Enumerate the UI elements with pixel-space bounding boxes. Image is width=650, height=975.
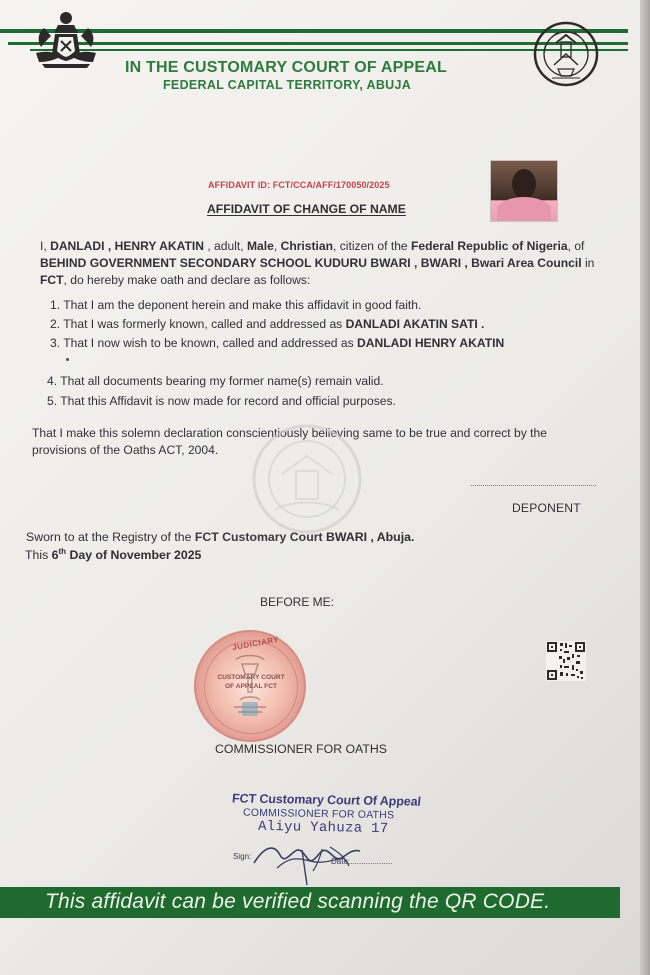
statement-middle-1: , adult, [203, 239, 247, 253]
affidavit-heading: AFFIDAVIT OF CHANGE OF NAME [207, 202, 406, 216]
stamp-date-label: Date:................... [331, 857, 393, 866]
sworn-court: FCT Customary Court [194, 530, 323, 544]
seal-line-2: OF APPEAL FCT [224, 683, 278, 690]
item-text: That I am the deponent herein and make this affidavit in good faith. [63, 298, 422, 312]
affidavit-item-3 [50, 336, 504, 350]
sworn-text-after: BWARI , Abuja. [322, 530, 415, 544]
sworn-line [26, 530, 536, 544]
deponent-country: Federal Republic of Nigeria [411, 239, 568, 253]
court-subtitle: FEDERAL CAPITAL TERRITORY, ABUJA [163, 78, 412, 92]
item-emphasis: DANLADI HENRY AKATIN [357, 336, 505, 350]
stray-dot [66, 358, 69, 361]
deponent-photo [490, 160, 558, 222]
deponent-religion: Christian [280, 239, 334, 253]
affidavit-item-5 [47, 394, 396, 408]
stamp-court-name: FCT Customary Court Of Appeal [231, 791, 422, 809]
coat-of-arms-icon [26, 8, 106, 70]
day-rest: Day of November 2025 [66, 548, 202, 562]
day-number: 6 [51, 548, 59, 562]
deponent-sex: Male [246, 239, 274, 253]
item-text: That all documents bearing my former name(s) remain valid. [60, 374, 384, 388]
item-number: 2. [50, 317, 61, 331]
court-seal-icon [532, 20, 600, 88]
item-emphasis: DANLADI AKATIN SATI . [345, 317, 485, 331]
stamp-commissioner-title: COMMISSIONER FOR OATHS [242, 806, 395, 822]
item-number: 4. [47, 374, 58, 388]
day-prefix: This [25, 548, 52, 562]
court-title: IN THE CUSTOMARY COURT OF APPEAL [125, 59, 447, 76]
affidavit-id: AFFIDAVIT ID: FCT/CCA/AFF/170050/2025 [208, 180, 390, 190]
affidavit-item-2 [50, 317, 484, 331]
deponent-address: BEHIND GOVERNMENT SECONDARY SCHOOL KUDURU BWARI , BWARI , [40, 256, 468, 270]
seal-top-word: JUDICIARY [231, 634, 280, 653]
deponent-label: DEPONENT [512, 501, 581, 515]
statement-middle-2: , [273, 239, 281, 253]
deponent-signature-line [471, 485, 596, 486]
sworn-date [25, 548, 201, 562]
statement-suffix: , do hereby make oath and declare as follows: [63, 273, 311, 287]
sworn-text-before: Sworn to at the Registry of the [26, 530, 195, 544]
page-edge-shadow [640, 0, 650, 975]
seal-line-1: CUSTOMARY COURT [217, 674, 285, 681]
verification-footer [0, 887, 620, 918]
statement-middle-4: , of [567, 239, 585, 253]
stamp-sign-label: Sign: [233, 852, 252, 861]
deponent-name: DANLADI , HENRY AKATIN [50, 239, 204, 253]
photo-shoulders [497, 197, 551, 222]
verification-text: This affidavit can be verified scanning the QR CODE. [45, 890, 551, 913]
before-me-label: BEFORE ME: [260, 595, 335, 609]
statement-middle-3: , citizen of the [333, 239, 412, 253]
statement-middle-6: in [581, 256, 595, 270]
item-text: That I was formerly known, called and addressed as [63, 317, 346, 331]
item-number: 1. [50, 298, 61, 312]
deponent-council: Bwari Area Council [471, 256, 582, 270]
affidavit-item-4 [47, 374, 384, 388]
affidavit-item-1 [50, 298, 421, 312]
item-text: That I now wish to be known, called and addressed as [63, 336, 358, 350]
commissioner-for-oaths-label: COMMISSIONER FOR OATHS [215, 742, 387, 756]
photo-head [512, 169, 536, 199]
item-text: That this Affidavit is now made for record and official purposes. [60, 394, 396, 408]
judiciary-seal-icon [194, 630, 306, 742]
item-number: 3. [50, 336, 61, 350]
deponent-territory: FCT [40, 273, 64, 287]
statement-prefix: I, [40, 239, 51, 253]
day-suffix: th [58, 546, 67, 556]
qr-code-icon[interactable] [546, 641, 586, 681]
declaration-text: That I make this solemn declaration conscientiously believing same to be true and correct by the provisions of the Oaths ACT, 2004. [32, 426, 547, 457]
deponent-statement [40, 238, 600, 289]
stamp-commissioner-name: Aliyu Yahuza 17 [257, 818, 389, 838]
item-number: 5. [47, 394, 58, 408]
